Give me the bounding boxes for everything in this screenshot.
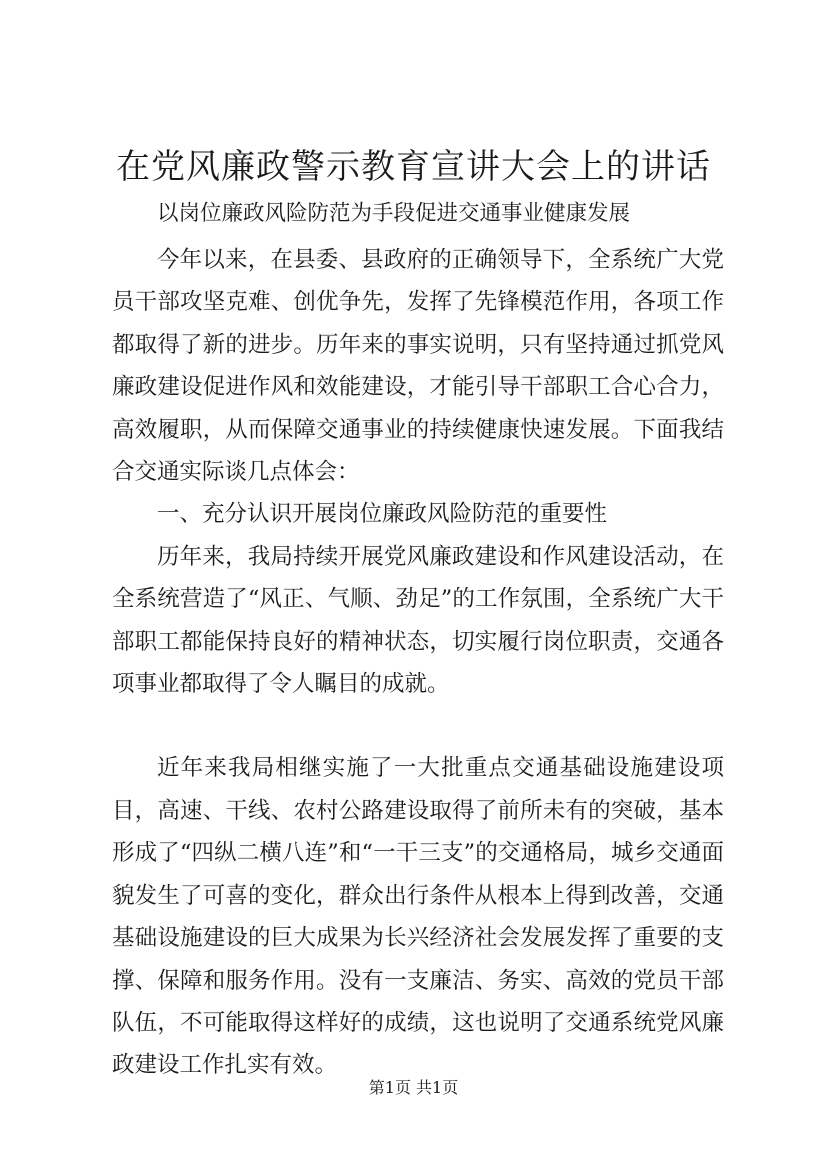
document-title: 在党风廉政警示教育宣讲大会上的讲话 — [116, 147, 711, 187]
paragraph-achievements: 历年来，我局持续开展党风廉政建设和作风建设活动，在全系统营造了“风正、气顺、劲足”的工作氛围，全系统广大干部职工都能保持良好的精神状态，切实履行岗位职责，交通各项事业都取得了令人瞩目的成就。 — [112, 543, 724, 698]
paragraph-infrastructure: 近年来我局相继实施了一大批重点交通基础设施建设项目，高速、干线、农村公路建设取得了前所未有的突破，基本形成了“四纵二横八连”和“一干三支”的交通格局，城乡交通面貌发生了可喜的变化，群众出行条件从根本上得到改善，交通基础设施建设的巨大成果为长兴经济社会发展发挥了重要的支撑、保障和服务作用。没有一支廉洁、务实、高效的党员干部队伍，不可能取得这样好的成绩，这也说明了交通系统党风廉政建设工作扎实有效。 — [112, 755, 724, 1079]
page-footer: 第1页 共1页 — [368, 1078, 459, 1097]
document-subtitle: 以岗位廉政风险防范为手段促进交通事业健康发展 — [157, 201, 631, 226]
document-body — [112, 239, 724, 1087]
section-heading: 一、充分认识开展岗位廉政风险防范的重要性 — [157, 501, 608, 528]
paragraph-intro: 今年以来，在县委、县政府的正确领导下，全系统广大党员干部攻坚克难、创优争先，发挥了先锋模范作用，各项工作都取得了新的进步。历年来的事实说明，只有坚持通过抓党风廉政建设促进作风和效能建设，才能引导干部职工合心合力，高效履职，从而保障交通事业的持续健康快速发展。下面我结合交通实际谈几点体会： — [112, 247, 724, 486]
